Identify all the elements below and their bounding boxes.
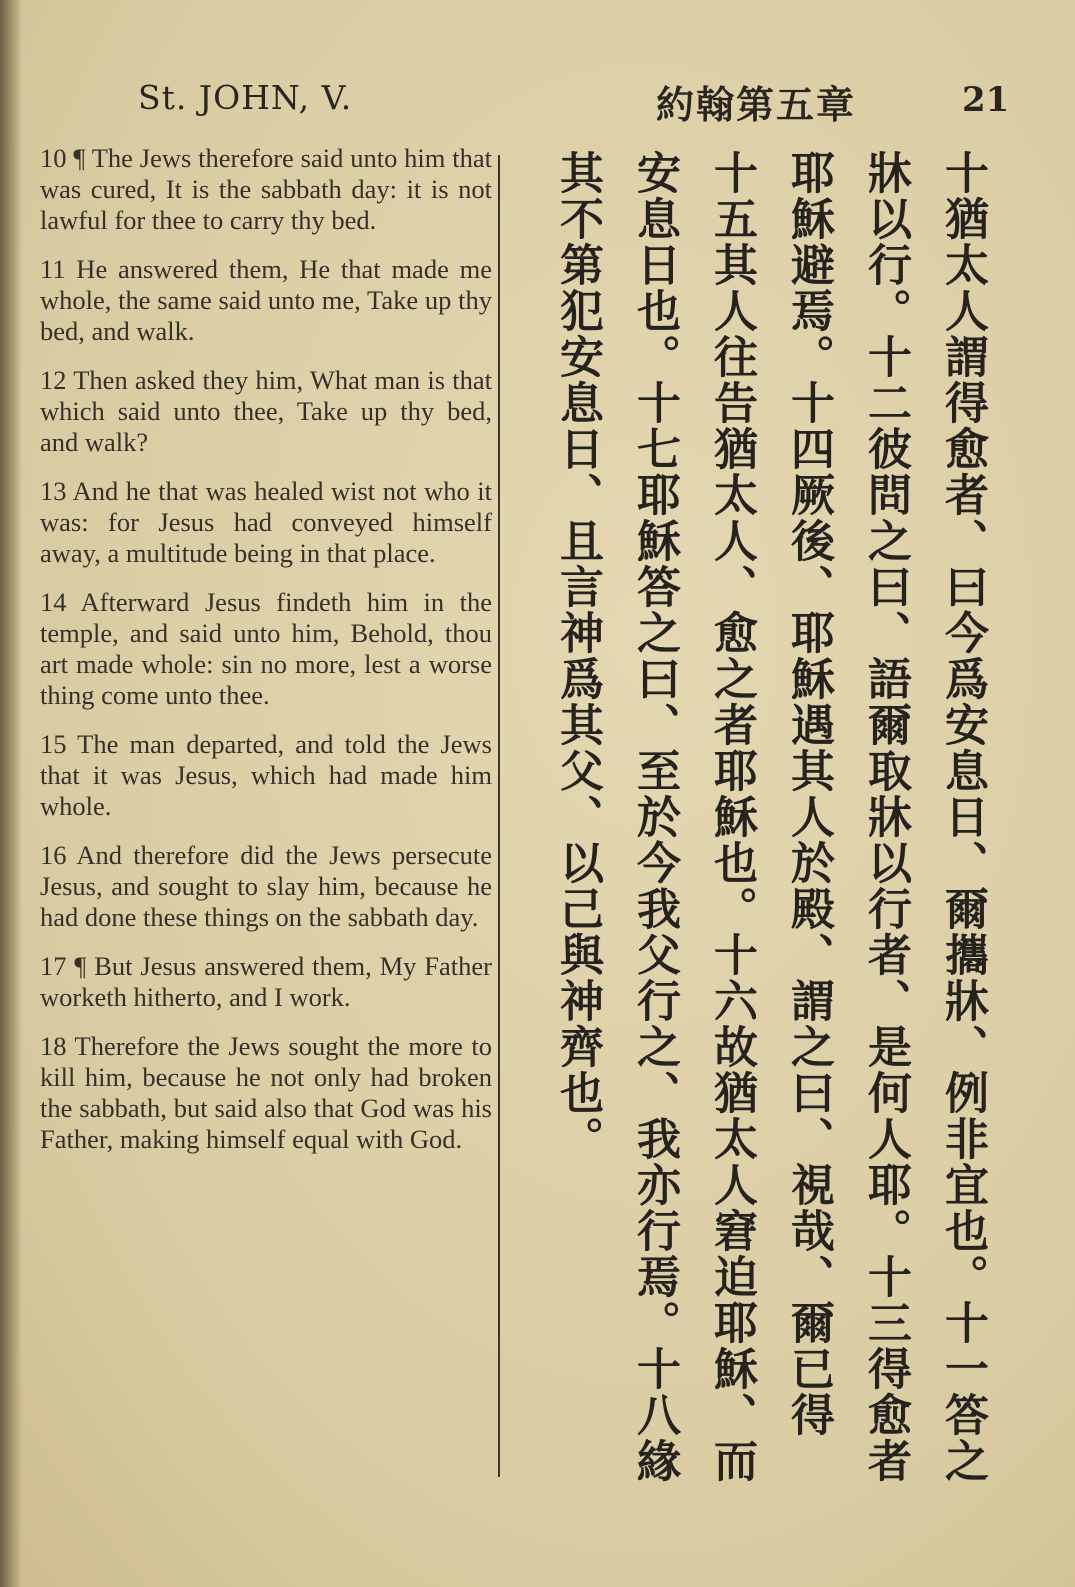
verse-15: 15 The man departed, and told the Jews that it was Jesus, which had made him whole. bbox=[40, 729, 492, 821]
chinese-column-5: 安息日也。十七耶穌答之曰、至於今我父行之、我亦行焉。十八緣 bbox=[629, 150, 680, 1484]
verse-17: 17 ¶ But Jesus answered them, My Father worketh hitherto, and I work. bbox=[40, 951, 492, 1012]
verse-14: 14 Afterward Jesus findeth him in the temple, and said unto him, Behold, thou art made whole: sin no more, lest a worse thing come unto thee. bbox=[40, 587, 492, 710]
chinese-column-6: 其不第犯安息日、且言神爲其父、以己與神齊也。 bbox=[552, 150, 603, 1162]
chinese-text-columns bbox=[520, 150, 990, 1490]
chinese-running-title: 約翰第五章 bbox=[656, 82, 857, 127]
verse-12: 12 Then asked they him, What man is that which said unto thee, Take up thy bed, and walk? bbox=[40, 365, 492, 457]
chinese-column-3: 耶穌避焉。十四厥後、耶穌遇其人於殿、謂之曰、視哉、爾已得 bbox=[783, 150, 834, 1438]
verse-10: 10 ¶ The Jews therefore said unto him that was cured, It is the sabbath day: it is not lawful for thee to carry thy bed. bbox=[40, 143, 492, 235]
verse-11: 11 He answered them, He that made me whole, the same said unto me, Take up thy bed, and walk. bbox=[40, 254, 492, 346]
verse-18: 18 Therefore the Jews sought the more to kill him, because he not only had broken the sabbath, but said also that God was his Father, making himself equal with God. bbox=[40, 1031, 492, 1154]
verse-13: 13 And he that was healed wist not who it was: for Jesus had conveyed himself away, a multitude being in that place. bbox=[40, 476, 492, 568]
verse-16: 16 And therefore did the Jews persecute Jesus, and sought to slay him, because he had done these things on the sabbath day. bbox=[40, 840, 492, 932]
chinese-column-1: 十猶太人謂得愈者、曰今爲安息日、爾攜牀、例非宜也。十一答之 bbox=[937, 150, 988, 1484]
english-text-column bbox=[40, 143, 492, 1173]
english-running-title: St. JOHN, V. bbox=[138, 78, 353, 117]
book-spine-shadow bbox=[0, 0, 22, 1587]
page-number: 21 bbox=[962, 80, 1010, 120]
chinese-column-4: 十五其人往告猶太人、愈之者耶穌也。十六故猶太人窘迫耶穌、而 bbox=[706, 150, 757, 1484]
chinese-column-2: 牀以行。十二彼問之曰、語爾取牀以行者、是何人耶。十三得愈者 bbox=[860, 150, 911, 1484]
column-divider bbox=[498, 155, 500, 1477]
